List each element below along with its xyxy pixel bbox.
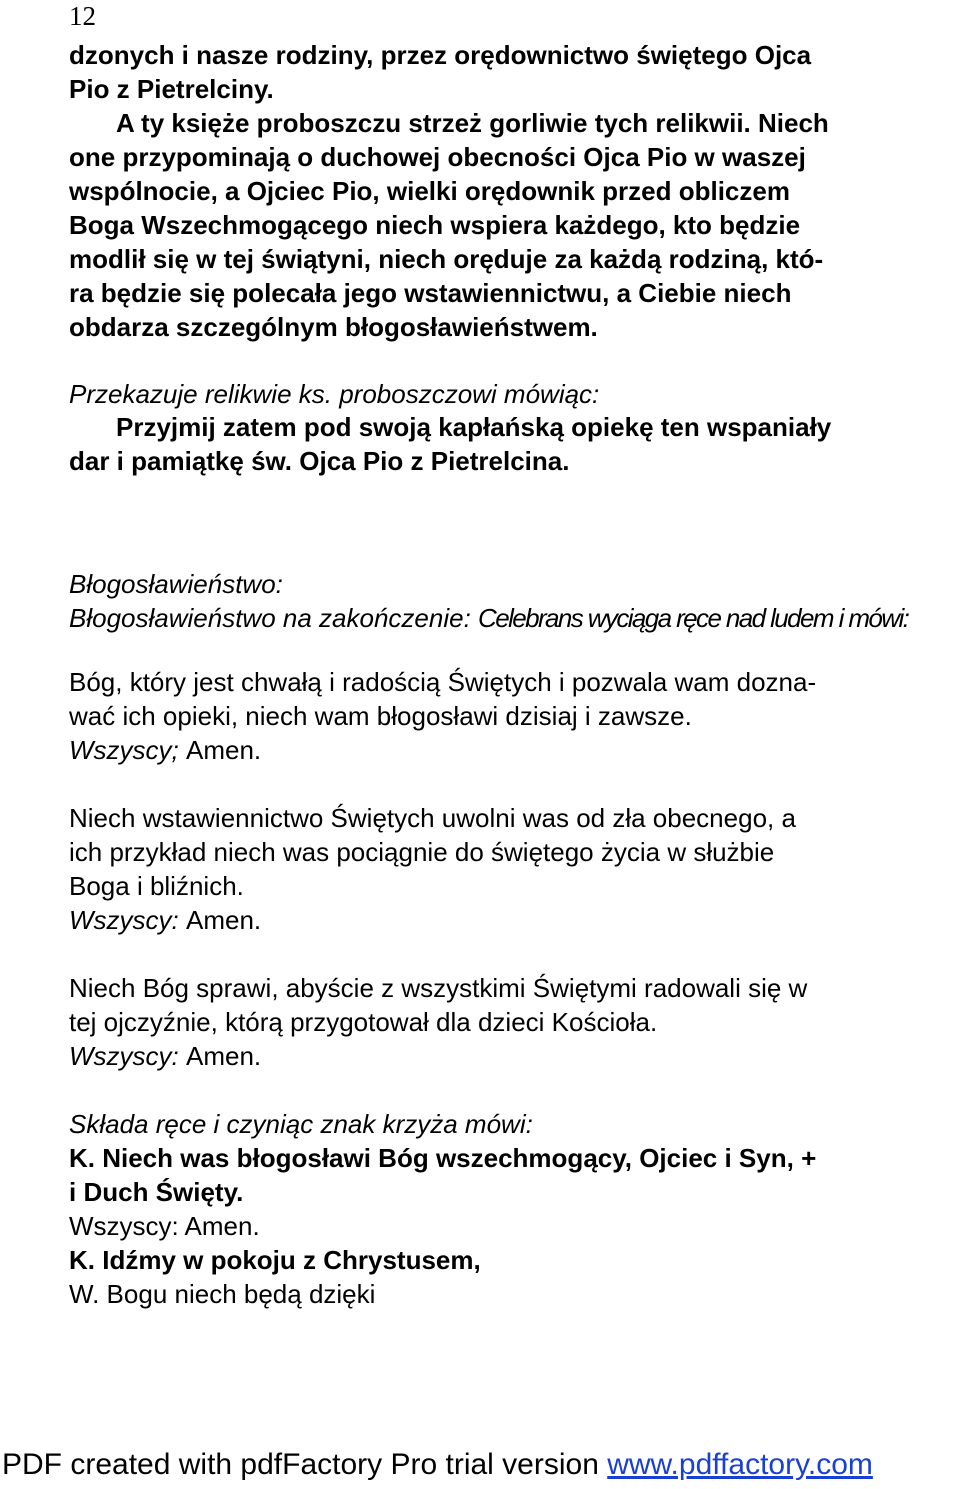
final-rubric: Składa ręce i czyniąc znak krzyża mówi: (69, 1109, 533, 1139)
pdf-footer (2, 1445, 873, 1485)
stanza-response (69, 733, 939, 767)
blessing-subheading (69, 601, 939, 635)
paragraph-line: ra będzie się polecała jego wstawiennictwu, a Ciebie niech (69, 278, 792, 308)
stanza-line: wać ich opieki, niech wam błogosławi dzisiaj i zawsze. (69, 701, 692, 731)
final-blessing (69, 1107, 939, 1311)
paragraph-line: obdarza szczególnym błogosławieństwem. (69, 312, 598, 342)
relic-words-line: dar i pamiątkę św. Ojca Pio z Pietrelcina. (69, 446, 570, 476)
paragraph-line: Boga Wszechmogącego niech wspiera każdego, kto będzie (69, 210, 801, 240)
final-blessing-line: K. Niech was błogosławi Bóg wszechmogący, Ojciec i Syn, + (69, 1143, 817, 1173)
blessing-heading: Błogosławieństwo: (69, 569, 283, 599)
blessing-subheading-prefix: Błogosławieństwo na zakończenie: (69, 603, 479, 633)
response-amen: Amen. (186, 905, 262, 935)
paragraph-line: wspólnocie, a Ojciec Pio, wielki orędownik przed obliczem (69, 176, 790, 206)
response-label: Wszyscy: (69, 905, 186, 935)
response-label: Wszyscy: (69, 1041, 186, 1071)
stanza-line: Niech wstawiennictwo Świętych uwolni was od zła obecnego, a (69, 803, 796, 833)
response-amen: Amen. (186, 1041, 262, 1071)
stanza-line: Boga i bliźnich. (69, 871, 244, 901)
relic-words (69, 410, 939, 478)
footer-text: PDF created with pdfFactory Pro trial version (2, 1448, 608, 1481)
paragraph-line: Pio z Pietrelciny. (69, 74, 274, 104)
final-blessing-line: i Duch Święty. (69, 1177, 244, 1207)
blessing-stanza-2 (69, 801, 939, 937)
blessing-stanza-3 (69, 971, 939, 1073)
response-label: Wszyscy; (69, 735, 186, 765)
paragraph-line: one przypominają o duchowej obecności Ojca Pio w waszej (69, 142, 806, 172)
relic-instruction: Przekazuje relikwie ks. proboszczowi mówiąc: (69, 379, 600, 409)
dismissal: K. Idźmy w pokoju z Chrystusem, (69, 1245, 481, 1275)
response-amen: Amen. (186, 735, 262, 765)
paragraph-line: modlił się w tej świątyni, niech oręduje za każdą rodziną, któ- (69, 244, 824, 274)
paragraph-line: A ty księże proboszczu strzeż gorliwie tych relikwii. Niech (116, 108, 829, 138)
paragraph-line: dzonych i nasze rodziny, przez orędownictwo świętego Ojca (69, 40, 812, 70)
page-number: 12 (69, 1, 96, 31)
relic-words-line: Przyjmij zatem pod swoją kapłańską opiekę ten wspaniały (116, 412, 832, 442)
stanza-response (69, 1039, 939, 1073)
stanza-line: Niech Bóg sprawi, abyście z wszystkimi Świętymi radowali się w (69, 973, 808, 1003)
stanza-line: tej ojczyźnie, którą przygotował dla dzieci Kościoła. (69, 1007, 658, 1037)
final-response: W. Bogu niech będą dzięki (69, 1279, 376, 1309)
footer-link[interactable]: www.pdffactory.com (607, 1448, 873, 1481)
stanza-line: Bóg, który jest chwałą i radością Świętych i pozwala wam dozna- (69, 667, 817, 697)
final-response: Wszyscy: Amen. (69, 1211, 260, 1241)
stanza-line: ich przykład niech was pociągnie do świętego życia w służbie (69, 837, 775, 867)
blessing-stanza-1 (69, 665, 939, 767)
blessing-rubric: Celebrans wyciąga ręce nad ludem i mówi: (478, 603, 909, 633)
stanza-response (69, 903, 939, 937)
top-paragraph (69, 38, 939, 344)
